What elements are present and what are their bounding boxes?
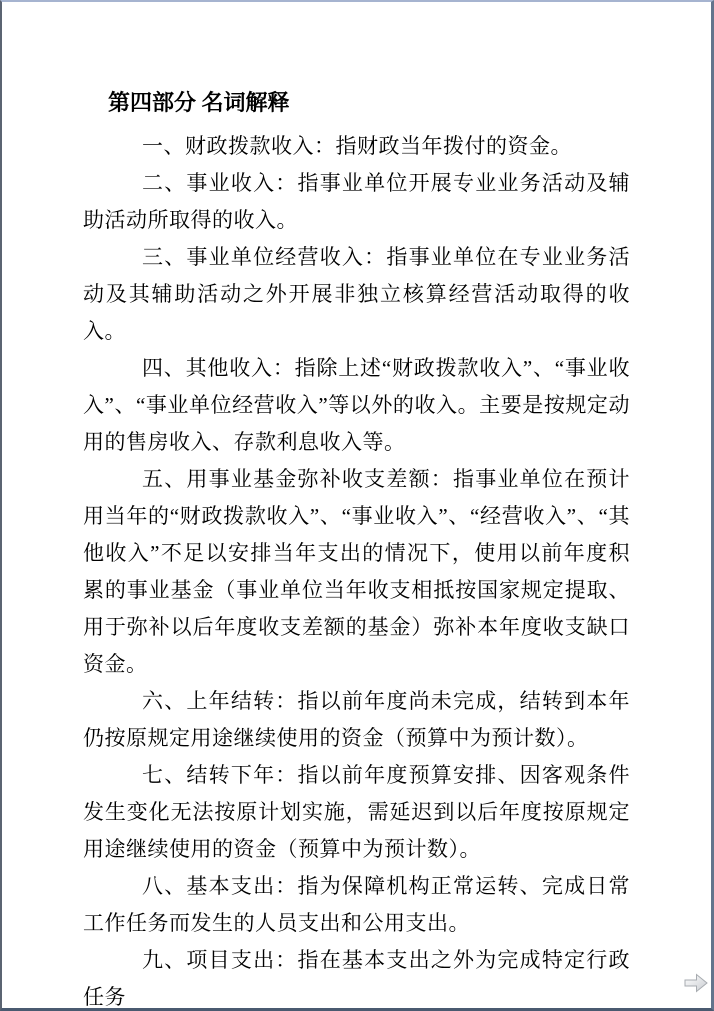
next-page-button[interactable] (683, 972, 709, 994)
term-paragraph-7: 七、结转下年：指以前年度预算安排、因客观条件发生变化无法按原计划实施，需延迟到以后年度按原规定用途继续使用的资金（预算中为预计数）。 (83, 763, 630, 861)
term-paragraph-4: 四、其他收入：指除上述“财政拨款收入”、“事业收入”、“事业单位经营收入”等以外的收入。主要是按规定动用的售房收入、存款利息收入等。 (83, 356, 630, 454)
term-paragraph-6: 六、上年结转：指以前年度尚未完成，结转到本年仍按原规定用途继续使用的资金（预算中为预计数）。 (83, 689, 630, 750)
term-paragraph-8: 八、基本支出：指为保障机构正常运转、完成日常工作任务而发生的人员支出和公用支出。 (83, 874, 630, 935)
term-paragraph-5: 五、用事业基金弥补收支差额：指事业单位在预计用当年的“财政拨款收入”、“事业收入”、“经营收入”、“其他收入”不足以安排当年支出的情况下，使用以前年度积累的事业基金（事业单位当年收支相抵按国家规定提取、用于弥补以后年度收支差额的基金）弥补本年度收支缺口资金。 (83, 467, 630, 676)
arrow-right-icon (683, 972, 709, 994)
page-content (83, 87, 630, 1011)
term-paragraph-9: 九、项目支出：指在基本支出之外为完成特定行政任务 (83, 948, 630, 1009)
section-heading: 第四部分 名词解释 (108, 90, 290, 115)
term-paragraph-3: 三、事业单位经营收入：指事业单位在专业业务活动及其辅助活动之外开展非独立核算经营活动取得的收入。 (83, 245, 630, 343)
term-paragraph-2: 二、事业收入：指事业单位开展专业业务活动及辅助活动所取得的收入。 (83, 171, 630, 232)
term-paragraph-1: 一、财政拨款收入：指财政当年拨付的资金。 (142, 134, 572, 158)
